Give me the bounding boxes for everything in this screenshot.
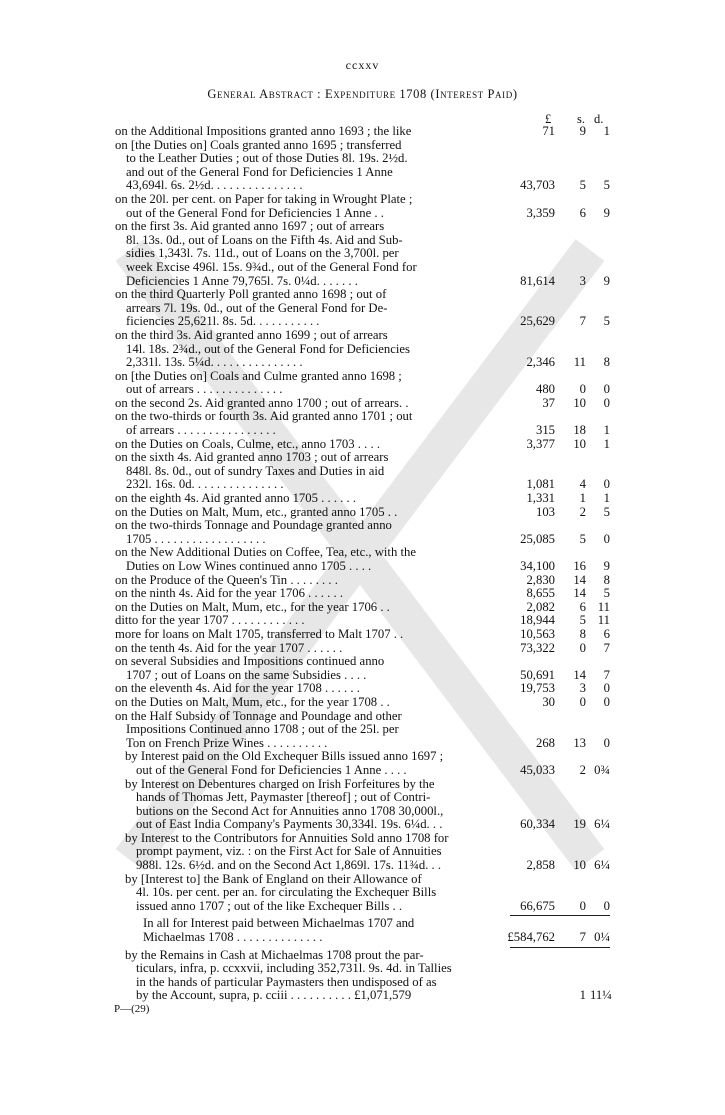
expenditure-entry <box>0 696 725 710</box>
amount-shillings: 14 <box>573 667 586 682</box>
amount-pence: 0 <box>603 395 610 410</box>
entry-line: ficiencies 25,621l. 8s. 5d. . . . . . . . . . . <box>126 315 320 329</box>
amount-shillings: 18 <box>573 423 586 438</box>
entry-line: 848l. 8s. 0d., out of sundry Taxes and Duties in aid <box>126 464 385 478</box>
entry-line: 14l. 18s. 2¾d., out of the General Fond for Deficiencies <box>126 342 410 356</box>
expenditure-entry <box>0 410 725 437</box>
amount-pence: 5 <box>603 586 610 601</box>
entry-amount <box>510 396 610 410</box>
amount-shillings: 0 <box>579 694 586 709</box>
amount-shillings: 5 <box>579 531 586 546</box>
expenditure-entry <box>0 628 725 642</box>
entry-line: In all for Interest paid between Michaelmas 1707 and <box>143 917 415 931</box>
entry-line: on the second 2s. Aid granted anno 1700 ; out of arrears. . <box>115 396 409 410</box>
entry-line: butions on the Second Act for Annuities anno 1708 30,000l., <box>136 804 444 818</box>
entry-amount <box>510 532 610 546</box>
entry-description <box>115 397 510 411</box>
entry-line: by the Account, supra, p. cciii . . . . . . . . . . £1,071,579 <box>136 989 412 1003</box>
amount-shillings: 14 <box>573 586 586 601</box>
entry-description <box>115 710 510 751</box>
entry-amount <box>510 424 610 438</box>
entry-line: on the sixth 4s. Aid granted anno 1703 ; out of arrears <box>115 451 389 465</box>
entry-line: on the first 3s. Aid granted anno 1697 ; out of arrears <box>115 220 385 234</box>
amount-pounds: 34,100 <box>520 559 555 573</box>
amount-pounds: 45,033 <box>520 762 555 777</box>
entry-line: 232l. 16s. 0d. . . . . . . . . . . . . . . <box>126 478 284 492</box>
entry-description <box>115 125 510 139</box>
amount-pounds: 2,858 <box>526 858 555 873</box>
amount-pounds: 19,753 <box>520 681 555 696</box>
entry-amount <box>510 125 610 139</box>
entry-amount <box>510 206 610 220</box>
pounds-header: £ <box>545 112 552 126</box>
amount-pence: 1 <box>603 124 610 138</box>
entry-amount <box>510 989 610 1003</box>
entry-amount <box>510 505 610 519</box>
amount-pence: 1 <box>603 491 610 506</box>
signature-mark: P—(29) <box>114 1003 150 1015</box>
amount-pence: 0¾ <box>594 762 610 777</box>
entry-description <box>115 329 510 370</box>
entry-line: on the third Quarterly Poll granted anno 1698 ; out of <box>115 288 387 302</box>
amount-pence: 5 <box>603 504 610 519</box>
entry-line: out of the General Fond for Deficiencies 1 Anne . . . . <box>136 763 407 777</box>
expenditure-entry <box>0 193 725 220</box>
amount-shillings: 11 <box>573 355 586 370</box>
entry-amount <box>510 478 610 492</box>
amount-pence: 7 <box>603 667 610 682</box>
amount-shillings: 8 <box>579 626 586 641</box>
entry-line: on [the Duties on] Coals granted anno 1695 ; transferred <box>115 138 402 152</box>
amount-pence: 11 <box>597 599 610 614</box>
amount-pence: 11¼ <box>590 988 612 1003</box>
entry-amount <box>510 682 610 696</box>
entry-line: on the tenth 4s. Aid for the year 1707 . . . . . . <box>115 641 343 655</box>
expenditure-entry <box>0 329 725 370</box>
expenditure-entry <box>0 601 725 615</box>
amount-pounds: 37 <box>542 395 555 410</box>
entry-description <box>125 873 510 914</box>
entry-line: on the Duties on Malt, Mum, etc., for the year 1708 . . <box>115 695 390 709</box>
entry-amount <box>510 600 610 614</box>
entry-amount <box>510 736 610 750</box>
entry-description <box>125 832 510 873</box>
expenditure-entry <box>0 125 725 139</box>
amount-pence: 1 <box>603 423 610 438</box>
entry-amount <box>510 614 610 628</box>
entry-line: more for loans on Malt 1705, transferred to Malt 1707 . . <box>115 627 404 641</box>
amount-shillings: 3 <box>579 273 586 288</box>
amount-shillings: 13 <box>573 735 586 750</box>
entry-description <box>115 614 510 628</box>
entry-line: Michaelmas 1708 . . . . . . . . . . . . . . <box>143 931 323 945</box>
amount-pence: 0 <box>603 694 610 709</box>
entry-description <box>125 778 510 832</box>
amount-pence: 0 <box>603 382 610 397</box>
entry-line: Ton on French Prize Wines . . . . . . . . . . <box>126 736 328 750</box>
entry-line: by Interest paid on the Old Exchequer Bills issued anno 1697 ; <box>125 750 444 764</box>
entry-amount <box>507 930 610 945</box>
expenditure-entry <box>0 614 725 628</box>
entry-line: on the eleventh 4s. Aid for the year 1708 . . . . . . <box>115 682 360 696</box>
amount-shillings: 2 <box>579 504 586 519</box>
entry-line: on the two-thirds Tonnage and Poundage granted anno <box>115 519 392 533</box>
amount-pence: 0 <box>603 681 610 696</box>
entry-line: 1707 ; out of Loans on the same Subsidies . . . . <box>126 668 367 682</box>
expenditure-entry <box>0 438 725 452</box>
expenditure-entry <box>0 642 725 656</box>
entry-line: on the Duties on Malt, Mum, etc., for the year 1706 . . <box>115 600 390 614</box>
amount-pounds: 43,703 <box>520 178 555 193</box>
amount-shillings: 0 <box>579 382 586 397</box>
shillings-header: s. <box>577 112 585 126</box>
amount-pounds: 3,359 <box>526 205 555 220</box>
amount-shillings: 5 <box>579 613 586 628</box>
amount-shillings: 10 <box>573 858 586 873</box>
entry-line: hands of Thomas Jett, Paymaster [thereof] ; out of Contri- <box>136 791 431 805</box>
amount-pence: 9 <box>603 273 610 288</box>
entry-line: on the two-thirds or fourth 3s. Aid granted anno 1701 ; out <box>115 410 413 424</box>
amount-pounds: £584,762 <box>507 930 555 945</box>
entry-amount <box>510 274 610 288</box>
entry-line: on the third 3s. Aid granted anno 1699 ; out of arrears <box>115 328 388 342</box>
entry-line: week Excise 496l. 15s. 9¾d., out of the General Fond for <box>126 260 417 274</box>
expenditure-entry <box>0 750 725 777</box>
entry-amount <box>510 179 610 193</box>
entry-line: on the New Additional Duties on Coffee, Tea, etc., with the <box>115 546 416 560</box>
amount-pounds: 71 <box>542 124 555 138</box>
entry-line: arrears 7l. 19s. 0d., out of the General Fond for De- <box>126 301 388 315</box>
amount-shillings: 6 <box>579 599 586 614</box>
expenditure-entry <box>0 519 725 546</box>
amount-shillings: 10 <box>573 395 586 410</box>
amount-pence: 6¼ <box>594 817 610 832</box>
entry-line: 2,331l. 13s. 5¼d. . . . . . . . . . . . . . . <box>126 356 303 370</box>
amount-shillings: 5 <box>579 178 586 193</box>
amount-pounds: 480 <box>535 382 555 397</box>
expenditure-entry <box>0 655 725 682</box>
entry-line: prompt payment, viz. : on the First Act for Sale of Annuities <box>136 845 442 859</box>
entry-line: on several Subsidies and Impositions continued anno <box>115 655 385 669</box>
entry-line: ditto for the year 1707 . . . . . . . . . . . . <box>115 614 305 628</box>
entry-description <box>143 917 503 944</box>
entry-description <box>115 587 510 601</box>
entry-description <box>115 519 510 546</box>
expenditure-entry <box>0 949 725 1003</box>
page-number: ccxxv <box>345 58 380 72</box>
amount-pence: 6¼ <box>594 858 610 873</box>
expenditure-entry <box>0 832 725 873</box>
entry-description <box>115 438 510 452</box>
amount-pounds: 10,563 <box>520 626 555 641</box>
amount-shillings: 1 <box>579 491 586 506</box>
amount-pounds: 73,322 <box>520 640 555 655</box>
entry-description <box>115 655 510 682</box>
entry-description <box>125 750 510 777</box>
amount-pounds: 66,675 <box>520 898 555 913</box>
amount-pence: 0 <box>603 531 610 546</box>
entry-line: on the eighth 4s. Aid granted anno 1705 . . . . . . <box>115 492 357 506</box>
entry-line: Impositions Continued anno 1708 ; out of the 25l. per <box>126 723 399 737</box>
entry-description <box>115 139 510 193</box>
amount-pounds: 1,081 <box>526 477 555 492</box>
expenditure-entry <box>0 710 725 751</box>
expenditure-entry <box>0 288 725 329</box>
entry-amount <box>510 818 610 832</box>
sum-rule <box>510 947 610 948</box>
entry-amount <box>510 859 610 873</box>
entry-line: 8l. 13s. 0d., out of Loans on the Fifth 4s. Aid and Sub- <box>126 233 403 247</box>
entry-line: of arrears . . . . . . . . . . . . . . . . <box>126 424 276 438</box>
entry-line: to the Leather Duties ; out of those Duties 8l. 19s. 2½d. <box>126 152 408 166</box>
entry-line: 43,694l. 6s. 2½d. . . . . . . . . . . . . . . <box>126 179 303 193</box>
amount-shillings: 16 <box>573 559 586 573</box>
entry-line: on the ninth 4s. Aid for the year 1706 . . . . . . <box>115 587 343 601</box>
entry-amount <box>510 437 610 451</box>
entry-amount <box>510 560 610 574</box>
amount-pounds: 60,334 <box>520 817 555 832</box>
entry-line: in the hands of particular Paymasters then undisposed of as <box>136 975 437 989</box>
amount-pence: 0 <box>603 735 610 750</box>
amount-shillings: 0 <box>579 898 586 913</box>
entry-line: on the Duties on Coals, Culme, etc., anno 1703 . . . . <box>115 437 380 451</box>
amount-pounds: 81,614 <box>520 273 555 288</box>
amount-pounds: 2,346 <box>526 355 555 370</box>
expenditure-entry <box>0 778 725 832</box>
amount-shillings: 19 <box>573 817 586 832</box>
entry-amount <box>510 587 610 601</box>
expenditure-entry <box>0 220 725 288</box>
entry-description <box>115 682 510 696</box>
amount-pence: 8 <box>603 572 610 587</box>
entry-amount <box>510 356 610 370</box>
expenditure-entries <box>0 125 725 1003</box>
expenditure-entry <box>0 873 725 914</box>
entry-line: 1705 . . . . . . . . . . . . . . . . . . <box>126 532 266 546</box>
entry-line: Duties on Low Wines continued anno 1705 . . . . <box>126 560 372 573</box>
sum-rule <box>510 915 610 916</box>
entry-amount <box>510 641 610 655</box>
entry-description <box>115 410 510 437</box>
amount-shillings: 1 <box>579 988 586 1003</box>
expenditure-entry <box>0 682 725 696</box>
entry-amount <box>510 383 610 397</box>
entry-description <box>115 492 510 506</box>
amount-pence: 9 <box>603 559 610 573</box>
amount-pounds: 315 <box>535 423 555 438</box>
amount-pounds: 8,655 <box>526 586 555 601</box>
entry-line: Deficiencies 1 Anne 79,765l. 7s. 0¼d. . . . . . . <box>126 274 358 288</box>
expenditure-entry <box>0 397 725 411</box>
amount-pounds: 30 <box>542 694 555 709</box>
amount-pence: 11 <box>597 613 610 628</box>
entry-line: out of the General Fond for Deficiencies 1 Anne . . <box>126 206 384 220</box>
amount-pounds: 268 <box>535 735 555 750</box>
entry-amount <box>510 764 610 778</box>
amount-pence: 7 <box>603 640 610 655</box>
amount-pence: 0 <box>603 477 610 492</box>
amount-pounds: 3,377 <box>526 436 555 451</box>
amount-pounds: 1,331 <box>526 491 555 506</box>
entry-line: sidies 1,343l. 7s. 11d., out of Loans on the 3,700l. per <box>126 247 399 261</box>
entry-line: and out of the General Fond for Deficiencies 1 Anne <box>126 165 393 179</box>
amount-shillings: 0 <box>579 640 586 655</box>
entry-description <box>115 601 510 615</box>
entry-line: on [the Duties on] Coals and Culme granted anno 1698 ; <box>115 369 402 383</box>
entry-amount <box>510 628 610 642</box>
pence-header: d. <box>594 112 604 126</box>
entry-line: by [Interest to] the Bank of England on their Allowance of <box>125 872 422 886</box>
amount-shillings: 10 <box>573 436 586 451</box>
amount-shillings: 7 <box>579 314 586 329</box>
entry-line: on the Duties on Malt, Mum, etc., granted anno 1705 . . <box>115 505 398 519</box>
amount-shillings: 3 <box>579 681 586 696</box>
entry-description <box>115 451 510 492</box>
entry-line: by Interest to the Contributors for Annuities Sold anno 1708 for <box>125 831 449 845</box>
amount-pounds: 18,944 <box>520 613 555 628</box>
amount-shillings: 14 <box>573 572 586 587</box>
entry-line: out of East India Company's Payments 30,334l. 19s. 6¼d. . . <box>136 818 443 832</box>
expenditure-entry <box>0 139 725 193</box>
expenditure-entry <box>0 451 725 492</box>
amount-shillings: 4 <box>579 477 586 492</box>
entry-description <box>115 220 510 288</box>
entry-description <box>115 696 510 710</box>
expenditure-entry <box>0 574 725 588</box>
entry-line: on the Produce of the Queen's Tin . . . . . . . . <box>115 573 338 587</box>
entry-description <box>115 506 510 520</box>
entry-amount <box>510 899 610 913</box>
amount-shillings: 6 <box>579 205 586 220</box>
entry-line: 4l. 10s. per cent. per an. for circulating the Exchequer Bills <box>136 886 437 900</box>
amount-pence: 8 <box>603 355 610 370</box>
entry-amount <box>510 668 610 682</box>
amount-pence: 0 <box>603 898 610 913</box>
amount-shillings: 7 <box>579 930 586 945</box>
amount-pounds: 50,691 <box>520 667 555 682</box>
entry-line: on the Half Subsidy of Tonnage and Poundage and other <box>115 709 402 723</box>
amount-pence: 0¼ <box>594 930 610 945</box>
entry-amount <box>510 696 610 710</box>
expenditure-entry <box>0 546 725 573</box>
entry-amount <box>510 315 610 329</box>
amount-pence: 5 <box>603 314 610 329</box>
amount-pence: 9 <box>603 205 610 220</box>
entry-description <box>115 642 510 656</box>
entry-description <box>125 949 510 1003</box>
entry-line: out of arrears . . . . . . . . . . . . . . <box>126 383 283 397</box>
expenditure-entry <box>0 587 725 601</box>
entry-description <box>115 546 510 573</box>
page-title: General Abstract : Expenditure 1708 (Interest Paid) <box>207 87 518 101</box>
entry-line: on the 20l. per cent. on Paper for taking in Wrought Plate ; <box>115 192 413 206</box>
amount-shillings: 2 <box>579 762 586 777</box>
amount-pence: 1 <box>603 436 610 451</box>
entry-description <box>115 288 510 329</box>
entry-line: by Interest on Debentures charged on Irish Forfeitures by the <box>125 777 435 791</box>
amount-pence: 6 <box>603 626 610 641</box>
entry-description <box>115 628 510 642</box>
amount-pounds: 2,082 <box>526 599 555 614</box>
expenditure-entry <box>0 492 725 506</box>
amount-pounds: 25,629 <box>520 314 555 329</box>
entry-amount <box>510 492 610 506</box>
entry-line: issued anno 1707 ; out of the like Exchequer Bills . . <box>136 899 403 913</box>
entry-description <box>115 370 510 397</box>
expenditure-entry <box>0 370 725 397</box>
entry-line: by the Remains in Cash at Michaelmas 1708 prout the par- <box>125 948 424 962</box>
entry-line: 988l. 12s. 6½d. and on the Second Act 1,869l. 17s. 11¾d. . . <box>136 859 442 873</box>
amount-pounds: 2,830 <box>526 572 555 587</box>
amount-pounds: 103 <box>535 504 555 519</box>
amount-pounds: 25,085 <box>520 531 555 546</box>
entry-description <box>115 193 510 220</box>
amount-shillings: 9 <box>579 124 586 138</box>
entry-description <box>115 574 510 588</box>
amount-pence: 5 <box>603 178 610 193</box>
expenditure-entry <box>0 917 725 944</box>
entry-amount <box>510 573 610 587</box>
entry-line: on the Additional Impositions granted anno 1693 ; the like <box>115 125 412 138</box>
entry-line: ticulars, infra, p. ccxxvii, including 352,731l. 9s. 4d. in Tallies <box>136 962 452 976</box>
expenditure-entry <box>0 506 725 520</box>
